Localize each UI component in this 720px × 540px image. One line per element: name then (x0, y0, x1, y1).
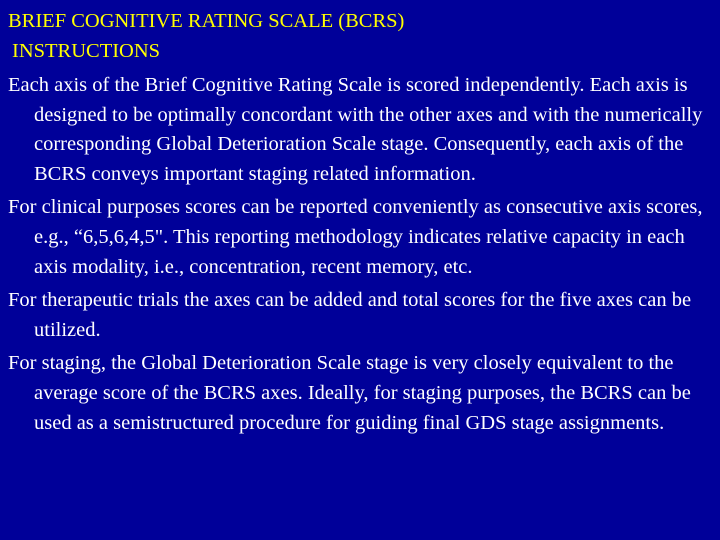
slide-subtitle: INSTRUCTIONS (12, 40, 161, 62)
paragraph-therapeutic: For therapeutic trials the axes can be added and total scores for the five axes can be utilized. (8, 289, 692, 341)
paragraph-clinical: For clinical purposes scores can be reported conveniently as consecutive axis scores, e.g., “6,5,6,4,5". This reporting methodology indicates relative capacity in each axis modality, i.e., concentration, recent memory, etc. (8, 196, 703, 278)
paragraph-staging: For staging, the Global Deterioration Scale stage is very closely equivalent to the average score of the BCRS axes. Ideally, for staging purposes, the BCRS can be used as a semistructured procedure for guiding final GDS stage assignments. (8, 352, 691, 434)
slide-body (8, 71, 720, 442)
slide-title: BRIEF COGNITIVE RATING SCALE (BCRS) (8, 10, 405, 32)
paragraph-scoring: Each axis of the Brief Cognitive Rating Scale is scored independently. Each axis is designed to be optimally concordant with the other axes and with the numerically corresponding Global Deterioration Scale stage. Consequently, each axis of the BCRS conveys important staging related information. (8, 74, 703, 185)
